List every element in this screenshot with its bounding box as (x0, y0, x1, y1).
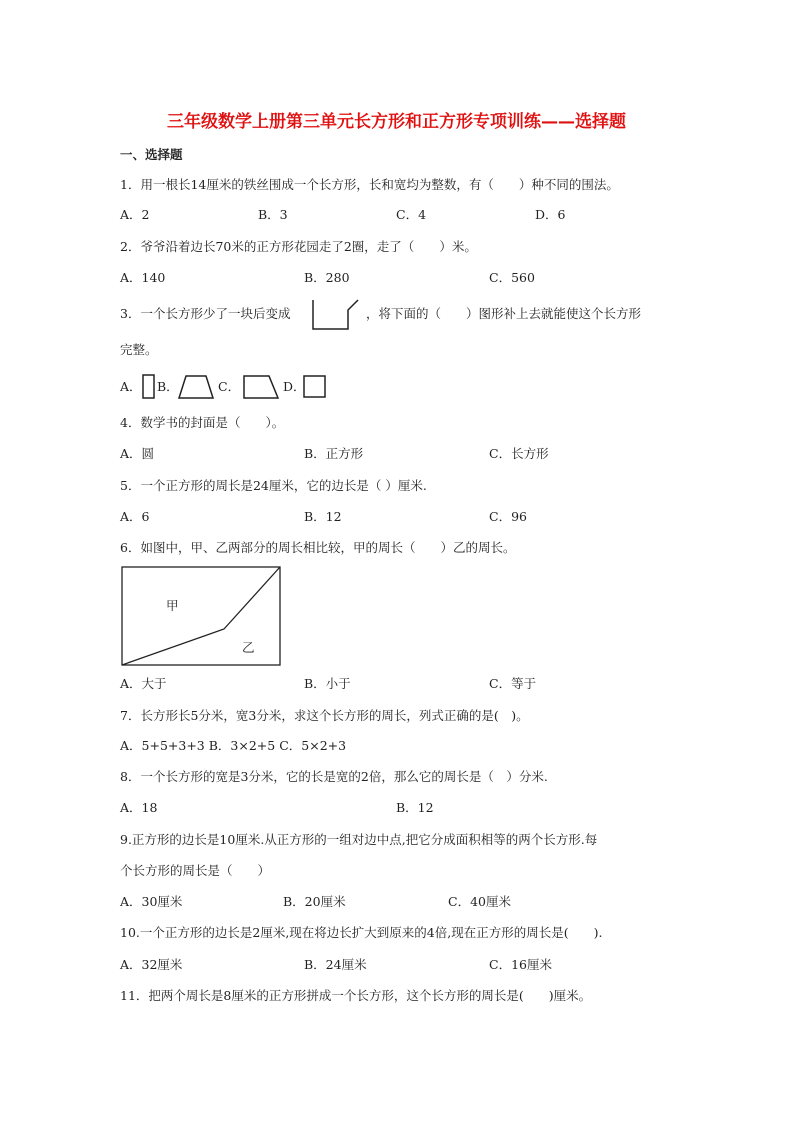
question-2: 2．爷爷沿着边长70米的正方形花园走了2圈，走了（ ）米。 (120, 239, 477, 254)
question-7: 7．长方形长5分米，宽3分米，求这个长方形的周长，列式正确的是( )。 (120, 708, 529, 723)
q1-option-b: B．3 (258, 207, 288, 222)
q3-option-d: D． (283, 379, 306, 394)
question-8: 8．一个长方形的宽是3分米，它的长是宽的2倍，那么它的周长是（ ）分米. (120, 769, 548, 784)
q8-option-a: A．18 (120, 800, 158, 815)
square-shape (301, 373, 329, 401)
tall-rectangle-shape (141, 373, 157, 401)
q6-option-b: B．小于 (304, 676, 351, 691)
q4-option-a: A．圆 (120, 446, 155, 461)
trapezoid-shape (176, 373, 216, 401)
page-title: 三年级数学上册第三单元长方形和正方形专项训练——选择题 (167, 112, 626, 132)
figure-label-yi: 乙 (242, 640, 255, 655)
q1-option-a: A．2 (120, 207, 150, 222)
question-9-line-1: 9.正方形的边长是10厘米.从正方形的一组对边中点,把它分成面积相等的两个长方形.每 (120, 832, 598, 847)
q8-option-b: B．12 (396, 800, 434, 815)
q1-option-c: C．4 (396, 207, 427, 222)
question-9-line-2: 个长方形的周长是（ ） (120, 863, 271, 878)
q9-option-b: B．20厘米 (283, 894, 346, 909)
question-3-part-c: 完整。 (120, 342, 158, 357)
q3-option-b: B． (157, 379, 179, 394)
q9-option-a: A．30厘米 (120, 894, 183, 909)
question-1: 1．用一根长14厘米的铁丝围成一个长方形，长和宽均为整数，有（ ）种不同的围法。 (120, 177, 619, 192)
q2-option-b: B．280 (304, 270, 350, 285)
q4-option-c: C．长方形 (489, 446, 549, 461)
figure-label-jia: 甲 (166, 598, 179, 613)
q7-options: A．5+5+3+3 B．3×2+5 C．5×2+3 (120, 738, 347, 753)
q3-option-c: C． (218, 379, 241, 394)
right-trapezoid-shape (241, 373, 281, 401)
divided-rectangle-figure (120, 565, 284, 667)
q9-option-c: C．40厘米 (448, 894, 511, 909)
question-11: 11．把两个周长是8厘米的正方形拼成一个长方形，这个长方形的周长是( )厘米。 (120, 988, 592, 1003)
q5-option-b: B．12 (304, 509, 342, 524)
incomplete-rectangle-figure (310, 296, 360, 332)
q2-option-a: A．140 (120, 270, 166, 285)
q4-option-b: B．正方形 (304, 446, 364, 461)
question-5: 5．一个正方形的周长是24厘米，它的边长是（ ）厘米. (120, 478, 427, 493)
question-3-part-b: ，将下面的（ ）图形补上去就能使这个长方形 (366, 306, 642, 321)
q3-option-a: A． (120, 379, 142, 394)
q6-option-a: A．大于 (120, 676, 167, 691)
question-4: 4．数学书的封面是（ ）。 (120, 415, 285, 430)
question-6: 6．如图中，甲、乙两部分的周长相比较，甲的周长（ ）乙的周长。 (120, 540, 516, 555)
q6-option-c: C．等于 (489, 676, 537, 691)
question-3-part-a: 3．一个长方形少了一块后变成 (120, 306, 291, 321)
q1-option-d: D．6 (535, 207, 566, 222)
question-10: 10.一个正方形的边长是2厘米,现在将边长扩大到原来的4倍,现在正方形的周长是( ). (120, 925, 603, 940)
q2-option-c: C．560 (489, 270, 535, 285)
q10-option-b: B．24厘米 (304, 957, 367, 972)
q10-option-a: A．32厘米 (120, 957, 183, 972)
q5-option-a: A．6 (120, 509, 150, 524)
section-heading: 一、选择题 (120, 147, 183, 162)
q10-option-c: C．16厘米 (489, 957, 552, 972)
q5-option-c: C．96 (489, 509, 527, 524)
